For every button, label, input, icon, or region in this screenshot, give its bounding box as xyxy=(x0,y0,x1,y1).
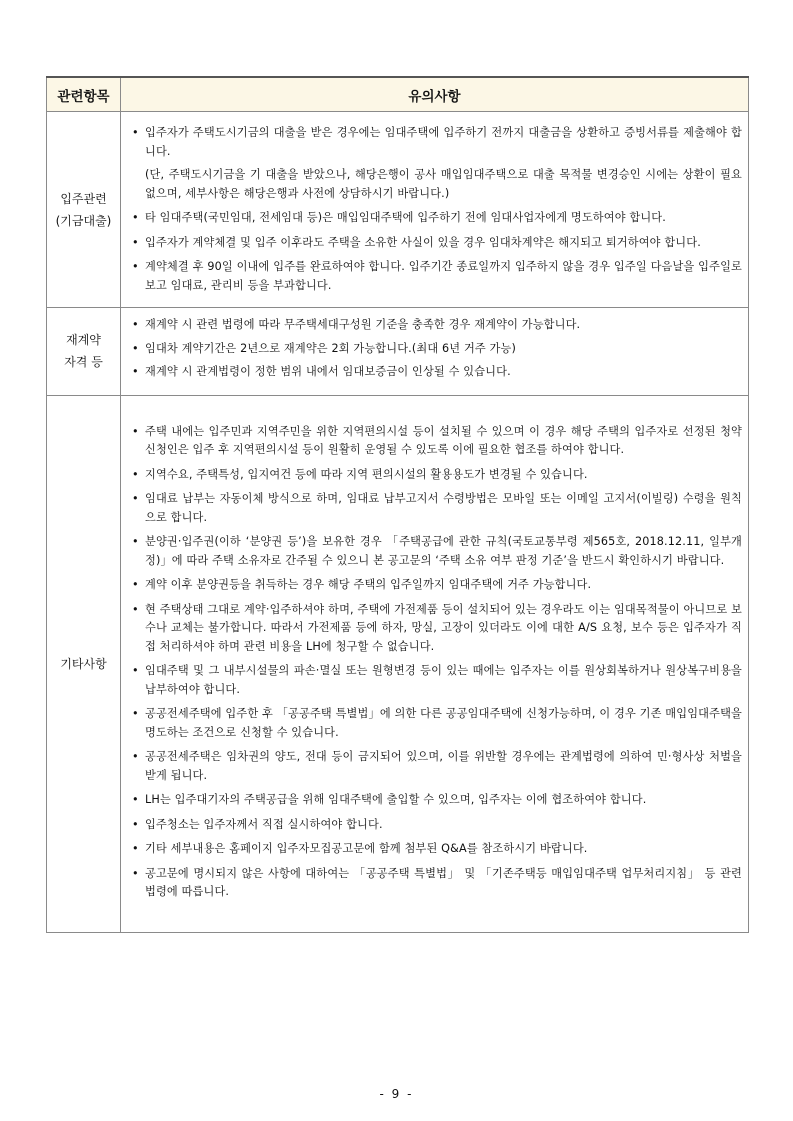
note-item: • 입주자가 계약체결 및 입주 이후라도 주택을 소유한 사실이 있을 경우 임대차계약은 해지되고 퇴거하여야 합니다. xyxy=(127,234,742,253)
notes-list xyxy=(127,423,742,902)
category-cell xyxy=(47,112,121,308)
note-item: • 임대차 계약기간은 2년으로 재계약은 2회 가능합니다.(최대 6년 거주 가능) xyxy=(127,340,742,359)
note-item: • 지역수요, 주택특성, 입지여건 등에 따라 지역 편의시설의 활용용도가 변경될 수 있습니다. xyxy=(127,466,742,485)
notice-table xyxy=(46,76,749,933)
note-item: • 공공전세주택에 입주한 후 「공공주택 특별법」에 의한 다른 공공임대주택에 신청가능하며, 이 경우 기존 매입임대주택을 명도하는 조건으로 신청할 수 있습니다. xyxy=(127,705,742,742)
note-item: • 임대주택 및 그 내부시설물의 파손·멸실 또는 원형변경 등이 있는 때에는 입주자는 이를 원상회복하거나 원상복구비용을 납부하여야 합니다. xyxy=(127,662,742,699)
section-row-move-in xyxy=(47,112,749,308)
note-item: • 계약 이후 분양권등을 취득하는 경우 해당 주택의 입주일까지 임대주택에 거주 가능합니다. xyxy=(127,576,742,595)
note-item: • 임대료 납부는 자동이체 방식으로 하며, 임대료 납부고지서 수령방법은 모바일 또는 이메일 고지서(이빌링) 수령을 원칙으로 합니다. xyxy=(127,490,742,527)
category-line: (기금대출) xyxy=(55,213,112,228)
note-item: • 기타 세부내용은 홈페이지 입주자모집공고문에 함께 첨부된 Q&A를 참조하시기 바랍니다. xyxy=(127,840,742,859)
notes-list xyxy=(127,316,742,382)
note-item: • 입주청소는 입주자께서 직접 실시하여야 합니다. xyxy=(127,816,742,835)
category-line: 입주관련 xyxy=(60,191,107,206)
page-number: - 9 - xyxy=(379,1087,414,1101)
note-item: • 재계약 시 관련 법령에 따라 무주택세대구성원 기준을 충족한 경우 재계약이 가능합니다. xyxy=(127,316,742,335)
note-item: • LH는 입주대기자의 주택공급을 위해 임대주택에 출입할 수 있으며, 입주자는 이에 협조하여야 합니다. xyxy=(127,791,742,810)
category-line: 기타사항 xyxy=(60,656,107,671)
note-item: • 타 임대주택(국민임대, 전세임대 등)은 매입임대주택에 입주하기 전에 임대사업자에게 명도하여야 합니다. xyxy=(127,209,742,228)
note-item xyxy=(127,124,742,203)
category-line: 자격 등 xyxy=(64,355,103,370)
note-item: • 분양권·입주권(이하 ‘분양권 등’)을 보유한 경우 「주택공급에 관한 규칙(국토교통부령 제565호, 2018.12.11, 일부개정)」에 따라 주택 소유자로 간주될 수 있으니 본 공고문의 ‘주택 소유 여부 판정 기준’을 반드시 확인하시기 바랍니다. xyxy=(127,533,742,570)
note-sub-text: (단, 주택도시기금을 기 대출을 받았으나, 해당은행이 공사 매입임대주택으로 대출 목적물 변경승인 시에는 상환이 필요 없으며, 세부사항은 해당은행과 사전에 상담하시기 바랍니다.) xyxy=(145,168,742,200)
category-cell xyxy=(47,308,121,396)
notes-cell xyxy=(121,395,749,932)
category-line: 재계약 xyxy=(66,333,101,348)
table-header-row xyxy=(47,77,749,112)
note-item: • 주택 내에는 입주민과 지역주민을 위한 지역편의시설 등이 설치될 수 있으며 이 경우 해당 주택의 입주자로 선정된 청약 신청인은 입주 후 지역편의시설 등이 원활히 운영될 수 있도록 이에 필요한 협조를 하여야 합니다. xyxy=(127,423,742,460)
header-notes: 유의사항 xyxy=(121,77,749,112)
note-item: • 공고문에 명시되지 않은 사항에 대하여는 「공공주택 특별법」 및 「기존주택등 매입임대주택 업무처리지침」 등 관련 법령에 따릅니다. xyxy=(127,865,742,902)
note-item: • 현 주택상태 그대로 계약·입주하셔야 하며, 주택에 가전제품 등이 설치되어 있는 경우라도 이는 임대목적물이 아니므로 보수나 교체는 불가합니다. 따라서 가전제품 등에 하자, 망실, 고장이 있더라도 이에 대한 A/S 요청, 보수 등은 입주자가 직접 처리하셔야 하며 관련 비용을 LH에 청구할 수 없습니다. xyxy=(127,601,742,657)
note-item: • 공공전세주택은 임차권의 양도, 전대 등이 금지되어 있으며, 이를 위반할 경우에는 관계법령에 의하여 민·형사상 처벌을 받게 됩니다. xyxy=(127,748,742,785)
notes-cell xyxy=(121,308,749,396)
category-cell xyxy=(47,395,121,932)
note-item: • 계약체결 후 90일 이내에 입주를 완료하여야 합니다. 입주기간 종료일까지 입주하지 않을 경우 입주일 다음날을 입주일로 보고 임대료, 관리비 등을 부과합니다. xyxy=(127,258,742,295)
notes-cell xyxy=(121,112,749,308)
header-category: 관련항목 xyxy=(47,77,121,112)
notes-list xyxy=(127,124,742,295)
section-row-renewal xyxy=(47,308,749,396)
note-item: • 재계약 시 관계법령이 정한 범위 내에서 임대보증금이 인상될 수 있습니다. xyxy=(127,363,742,382)
note-text: 입주자가 주택도시기금의 대출을 받은 경우에는 임대주택에 입주하기 전까지 대출금을 상환하고 증빙서류를 제출해야 합니다. xyxy=(145,126,742,158)
section-row-other xyxy=(47,395,749,932)
